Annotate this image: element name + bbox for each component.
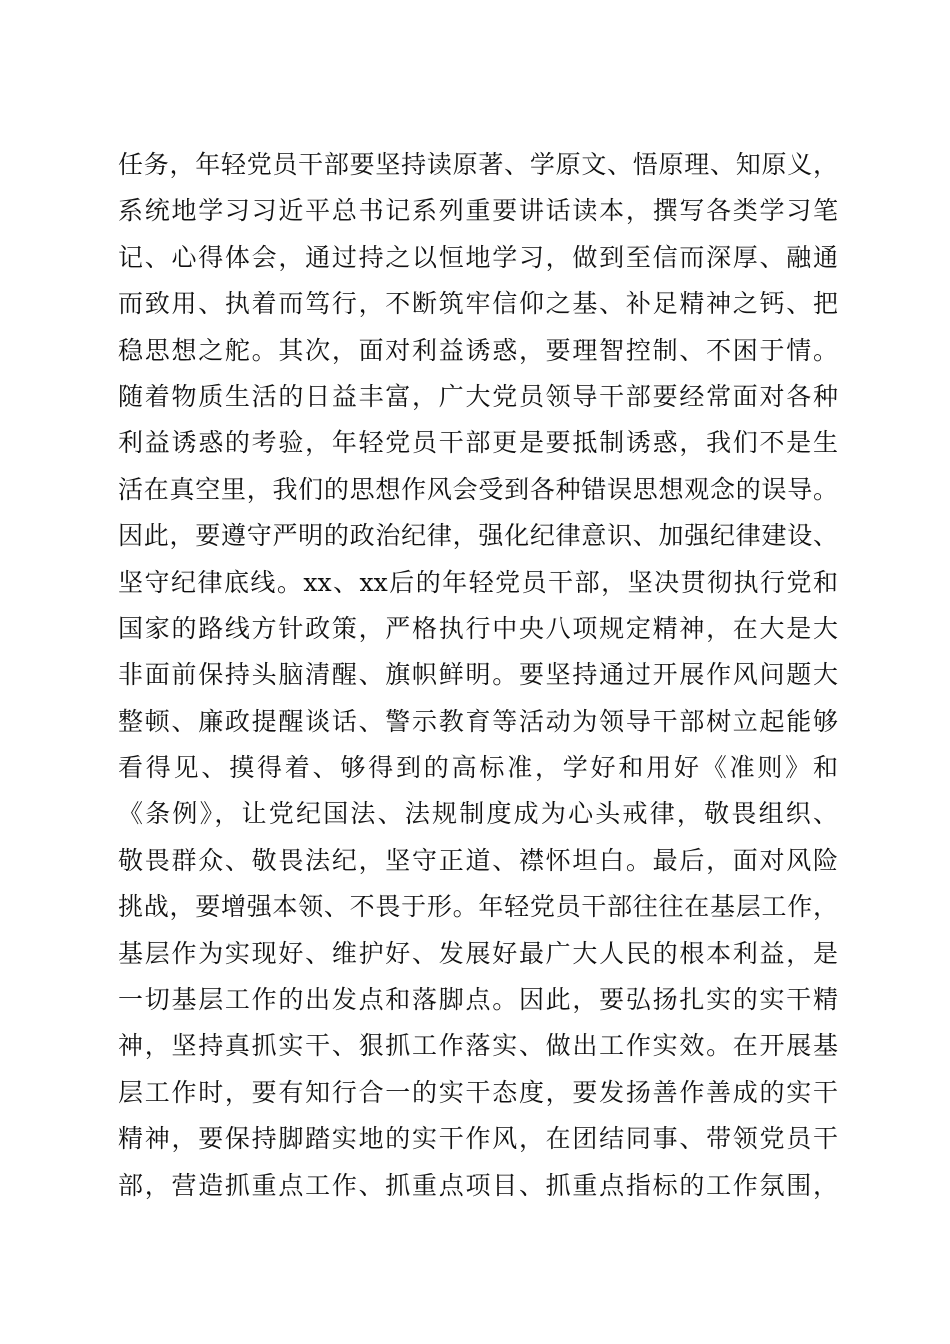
text-line-21: 层工作时，要有知行合一的实干态度，要发扬善作善成的实干: [118, 1077, 838, 1107]
text-line-18: 基层作为实现好、维护好、发展好最广大人民的根本利益，是: [118, 938, 838, 968]
text-line-8: 活在真空里，我们的思想作风会受到各种错误思想观念的误导。: [118, 474, 838, 504]
text-line-17: 挑战，要增强本领、不畏于形。年轻党员干部往往在基层工作，: [118, 892, 838, 922]
text-line-7: 利益诱惑的考验，年轻党员干部更是要抵制诱惑，我们不是生: [118, 428, 838, 458]
text-line-1: 任务，年轻党员干部要坚持读原著、学原文、悟原理、知原义，: [118, 150, 838, 179]
text-line-2: 系统地学习习近平总书记系列重要讲话读本，撰写各类学习笔: [118, 196, 838, 226]
body-text: [118, 142, 838, 1209]
text-line-16: 敬畏群众、敬畏法纪，坚守正道、襟怀坦白。最后，面对风险: [118, 845, 838, 875]
text-line-15: 《条例》，让党纪国法、法规制度成为心头戒律，敬畏组织、: [118, 799, 838, 829]
text-line-9: 因此，要遵守严明的政治纪律，强化纪律意识、加强纪律建设、: [118, 521, 838, 551]
text-line-23: 部，营造抓重点工作、抓重点项目、抓重点指标的工作氛围，: [118, 1170, 838, 1200]
text-line-4: 而致用、执着而笃行，不断筑牢信仰之基、补足精神之钙、把: [118, 289, 838, 319]
text-line-13: 整顿、廉政提醒谈话、警示教育等活动为领导干部树立起能够: [118, 706, 838, 736]
text-line-11: 国家的路线方针政策，严格执行中央八项规定精神，在大是大: [118, 613, 838, 643]
text-line-5: 稳思想之舵。其次，面对利益诱惑，要理智控制、不困于情。: [118, 335, 838, 365]
text-line-12: 非面前保持头脑清醒、旗帜鲜明。要坚持通过开展作风问题大: [118, 660, 838, 690]
text-line-3: 记、心得体会，通过持之以恒地学习，做到至信而深厚、融通: [118, 242, 838, 272]
text-line-6: 随着物质生活的日益丰富，广大党员领导干部要经常面对各种: [118, 381, 838, 411]
text-line-14: 看得见、摸得着、够得到的高标准，学好和用好《准则》和: [118, 753, 838, 783]
text-line-22: 精神，要保持脚踏实地的实干作风，在团结同事、带领党员干: [118, 1124, 838, 1154]
text-line-10: 坚守纪律底线。xx、xx后的年轻党员干部，坚决贯彻执行党和: [118, 567, 838, 597]
text-line-20: 神，坚持真抓实干、狠抓工作落实、做出工作实效。在开展基: [118, 1031, 838, 1061]
text-line-19: 一切基层工作的出发点和落脚点。因此，要弘扬扎实的实干精: [118, 985, 838, 1015]
